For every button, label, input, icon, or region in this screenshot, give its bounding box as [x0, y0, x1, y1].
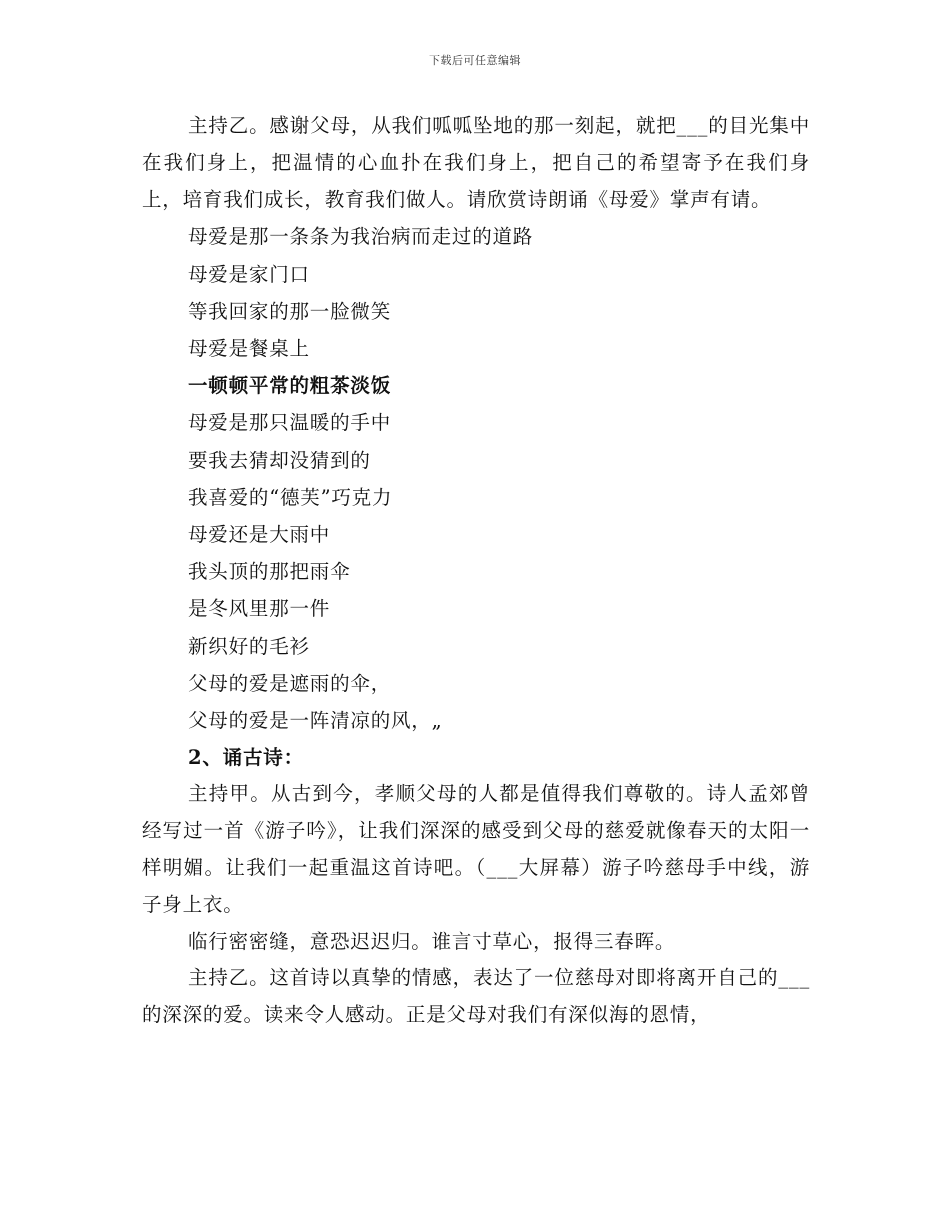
poem-line: 父母的爱是遮雨的伞，: [188, 671, 392, 695]
poem-line: 我头顶的那把雨伞: [188, 560, 351, 584]
poem-line: 一顿顿平常的粗茶淡饭: [188, 374, 392, 398]
document-body: [142, 108, 810, 1034]
poem-line: 母爱是家门口: [188, 262, 310, 286]
poem-line: 我喜爱的“德芙”巧克力: [188, 485, 393, 509]
poem-line: 要我去猜却没猜到的: [188, 448, 371, 472]
page-header: 下载后可任意编辑: [429, 54, 521, 67]
poem-line: 母爱是餐桌上: [188, 337, 310, 360]
poem-line: 是冬风里那一件: [188, 597, 331, 621]
host-b-intro-paragraph: 主持乙。感谢父母，从我们呱呱坠地的那一刻起，就把___的目光集中在我们身上，把温情的心血扑在我们身上，把自己的希望寄予在我们身上，培育我们成长，教育我们做人。请欣赏诗朗诵《母爱》掌声有请。: [142, 114, 810, 211]
section-heading: 2、诵古诗：: [188, 746, 304, 770]
poem-line: 等我回家的那一脸微笑: [188, 299, 392, 323]
poem-line: 父母的爱是一阵清凉的风，„: [188, 709, 443, 733]
poem-mother-love: [142, 218, 810, 739]
host-a-paragraph: 主持甲。从古到今，孝顺父母的人都是值得我们尊敬的。诗人孟郊曾经写过一首《游子吟》，让我们深深的感受到父母的慈爱就像春天的太阳一样明媚。让我们一起重温这首诗吧。（___大屏幕）游子吟慈母手中线，游子身上衣。: [142, 782, 810, 916]
poem-line: 新织好的毛衫: [188, 634, 310, 658]
host-b-paragraph: 主持乙。这首诗以真挚的情感，表达了一位慈母对即将离开自己的___的深深的爱。读来令人感动。正是父母对我们有深似海的恩情，: [142, 966, 810, 1027]
poem-continuation-paragraph: 临行密密缝，意恐迟迟归。谁言寸草心，报得三春晖。: [188, 929, 676, 953]
poem-line: 母爱是那一条条为我治病而走过的道路: [188, 225, 534, 249]
poem-line: 母爱还是大雨中: [188, 523, 331, 547]
poem-line: 母爱是那只温暖的手中: [188, 411, 392, 435]
